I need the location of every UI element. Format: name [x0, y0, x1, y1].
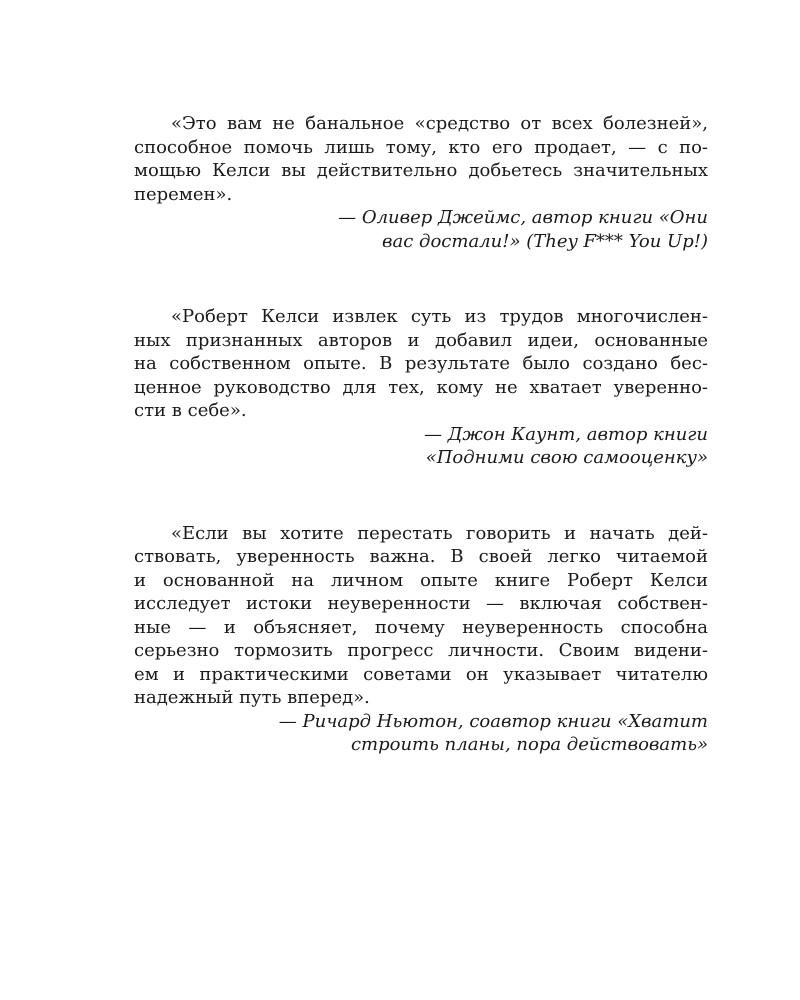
quote-line: «Роберт Келси извлек суть из трудов многочислен- [171, 306, 708, 327]
quote-line: мощью Келси вы действительно добьетесь значительных [134, 160, 708, 181]
quote-line: сти в себе». [134, 400, 247, 421]
quote-text [134, 112, 708, 206]
book-page [134, 112, 708, 809]
quote-line: надежный путь вперед». [134, 687, 370, 708]
blurb-richard-newton [134, 522, 708, 757]
quote-text [134, 305, 708, 423]
attribution-line: — Джон Каунт, автор книги [424, 423, 708, 445]
attribution-line: «Подними свою самооценку» [425, 447, 708, 468]
attribution-line: — Оливер Джеймс, автор книги «Они [338, 207, 708, 228]
quote-line: перемен». [134, 183, 233, 205]
quote-line: «Если вы хотите перестать говорить и начать дей- [171, 522, 708, 544]
attribution-line: вас достали!» (They F*** You Up!) [382, 230, 708, 252]
blurb-oliver-james [134, 112, 708, 253]
quote-line: ем и практическими советами он указывает читателю [134, 663, 708, 685]
quote-line: ценное руководство для тех, кому не хватает увереннo- [134, 376, 708, 398]
quote-line: «Это вам не банальное «средство от всех болезней», [171, 113, 708, 134]
quote-line: ных признанных авторов и добавил идеи, основанные [134, 329, 708, 351]
attribution [134, 423, 708, 470]
quote-line: серьезно тормозить прогресс личности. Своим видени- [134, 640, 708, 661]
quote-line: ствовать, уверенность важна. В своей легко читаемой [134, 546, 708, 567]
attribution [134, 710, 708, 757]
attribution-line: — Ричард Ньютон, соавтор книги «Хватит [278, 710, 708, 732]
quote-line: исследует истоки неуверенности — включая собствен- [134, 593, 708, 614]
attribution [134, 206, 708, 253]
quote-line: на собственном опыте. В результате было создано бес- [134, 353, 708, 374]
attribution-line: строить планы, пора действовать» [350, 734, 708, 755]
quote-line: ные — и объясняет, почему неуверенность способна [134, 616, 708, 638]
quote-text [134, 522, 708, 710]
blurb-john-caunt [134, 305, 708, 470]
quote-line: способное помочь лишь тому, кто его продает, — с по- [134, 136, 708, 158]
quote-line: и основанной на личном опыте книге Роберт Келси [134, 569, 708, 591]
